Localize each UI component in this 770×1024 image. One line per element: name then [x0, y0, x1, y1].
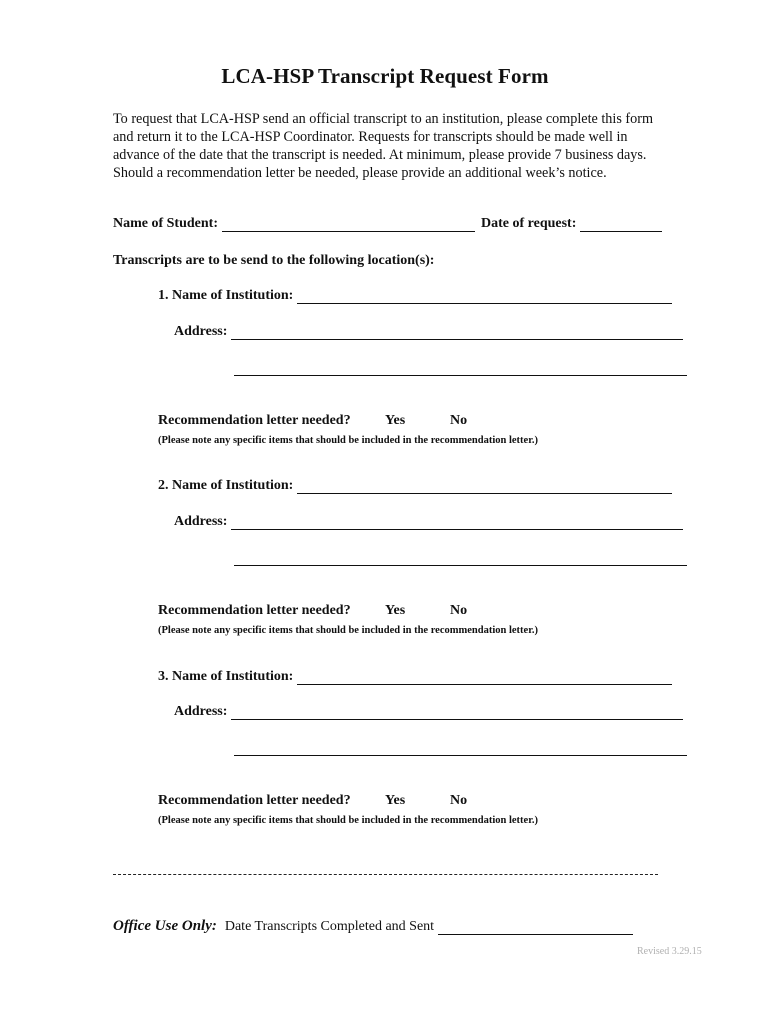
office-use-row [113, 918, 633, 935]
revision-date: Revised 3.29.15 [637, 946, 702, 957]
recommendation-yes-option[interactable]: Yes [385, 603, 406, 618]
student-row [113, 216, 662, 232]
institution-3-name-row [158, 669, 672, 685]
recommendation-no-option[interactable]: No [450, 413, 468, 428]
institution-3-address-row [174, 704, 683, 720]
office-use-text: Date Transcripts Completed and Sent [224, 919, 435, 934]
institution-2-name-field[interactable] [297, 478, 672, 494]
recommendation-question: Recommendation letter needed? [158, 413, 351, 428]
institution-2-address-field[interactable] [231, 514, 683, 530]
institution-2-address-line-2[interactable] [234, 565, 687, 566]
cut-line-divider [113, 874, 658, 875]
request-date-field[interactable] [580, 216, 662, 232]
institution-1-name-row [158, 288, 672, 304]
recommendation-question: Recommendation letter needed? [158, 603, 351, 618]
institution-3-name-field[interactable] [297, 669, 672, 685]
recommendation-question: Recommendation letter needed? [158, 793, 351, 808]
institution-2-recommendation-row [158, 603, 468, 619]
student-name-field[interactable] [222, 216, 475, 232]
recommendation-note: (Please note any specific items that should be included in the recommendation letter.) [158, 625, 539, 636]
institution-1-address-label: Address: [174, 324, 228, 339]
institution-3-recommendation-row [158, 793, 468, 809]
institution-1-name-label: 1. Name of Institution: [158, 288, 294, 303]
institution-1-address-line-2[interactable] [234, 375, 687, 376]
recommendation-note: (Please note any specific items that should be included in the recommendation letter.) [158, 435, 539, 446]
office-use-label: Office Use Only: [113, 918, 217, 934]
recommendation-note: (Please note any specific items that should be included in the recommendation letter.) [158, 815, 539, 826]
recommendation-yes-option[interactable]: Yes [385, 413, 406, 428]
student-name-label: Name of Student: [113, 216, 218, 231]
institution-3-address-field[interactable] [231, 704, 683, 720]
request-date-label: Date of request: [481, 216, 577, 231]
completion-date-field[interactable] [438, 919, 633, 935]
institution-3-address-label: Address: [174, 704, 228, 719]
institution-2-name-row [158, 478, 672, 494]
institution-1-recommendation-row [158, 413, 468, 429]
intro-paragraph: To request that LCA-HSP send an official transcript to an institution, please complete this form and return it to the LCA-HSP Coordinator. Requests for transcripts should be made well in advance of the date that the transcript is needed. At minimum, please provide 7 business days. Should a recommendation letter be needed, please provide an additional week’s notice. [113, 111, 653, 181]
institution-1-name-field[interactable] [297, 288, 672, 304]
institution-2-name-label: 2. Name of Institution: [158, 478, 294, 493]
locations-heading: Transcripts are to be send to the following location(s): [113, 253, 435, 268]
institution-2-address-label: Address: [174, 514, 228, 529]
institution-2-address-row [174, 514, 683, 530]
recommendation-yes-option[interactable]: Yes [385, 793, 406, 808]
form-title: LCA-HSP Transcript Request Form [221, 64, 549, 88]
institution-3-name-label: 3. Name of Institution: [158, 669, 294, 684]
recommendation-no-option[interactable]: No [450, 793, 468, 808]
institution-1-address-field[interactable] [231, 324, 683, 340]
recommendation-no-option[interactable]: No [450, 603, 468, 618]
institution-1-address-row [174, 324, 683, 340]
institution-3-address-line-2[interactable] [234, 755, 687, 756]
